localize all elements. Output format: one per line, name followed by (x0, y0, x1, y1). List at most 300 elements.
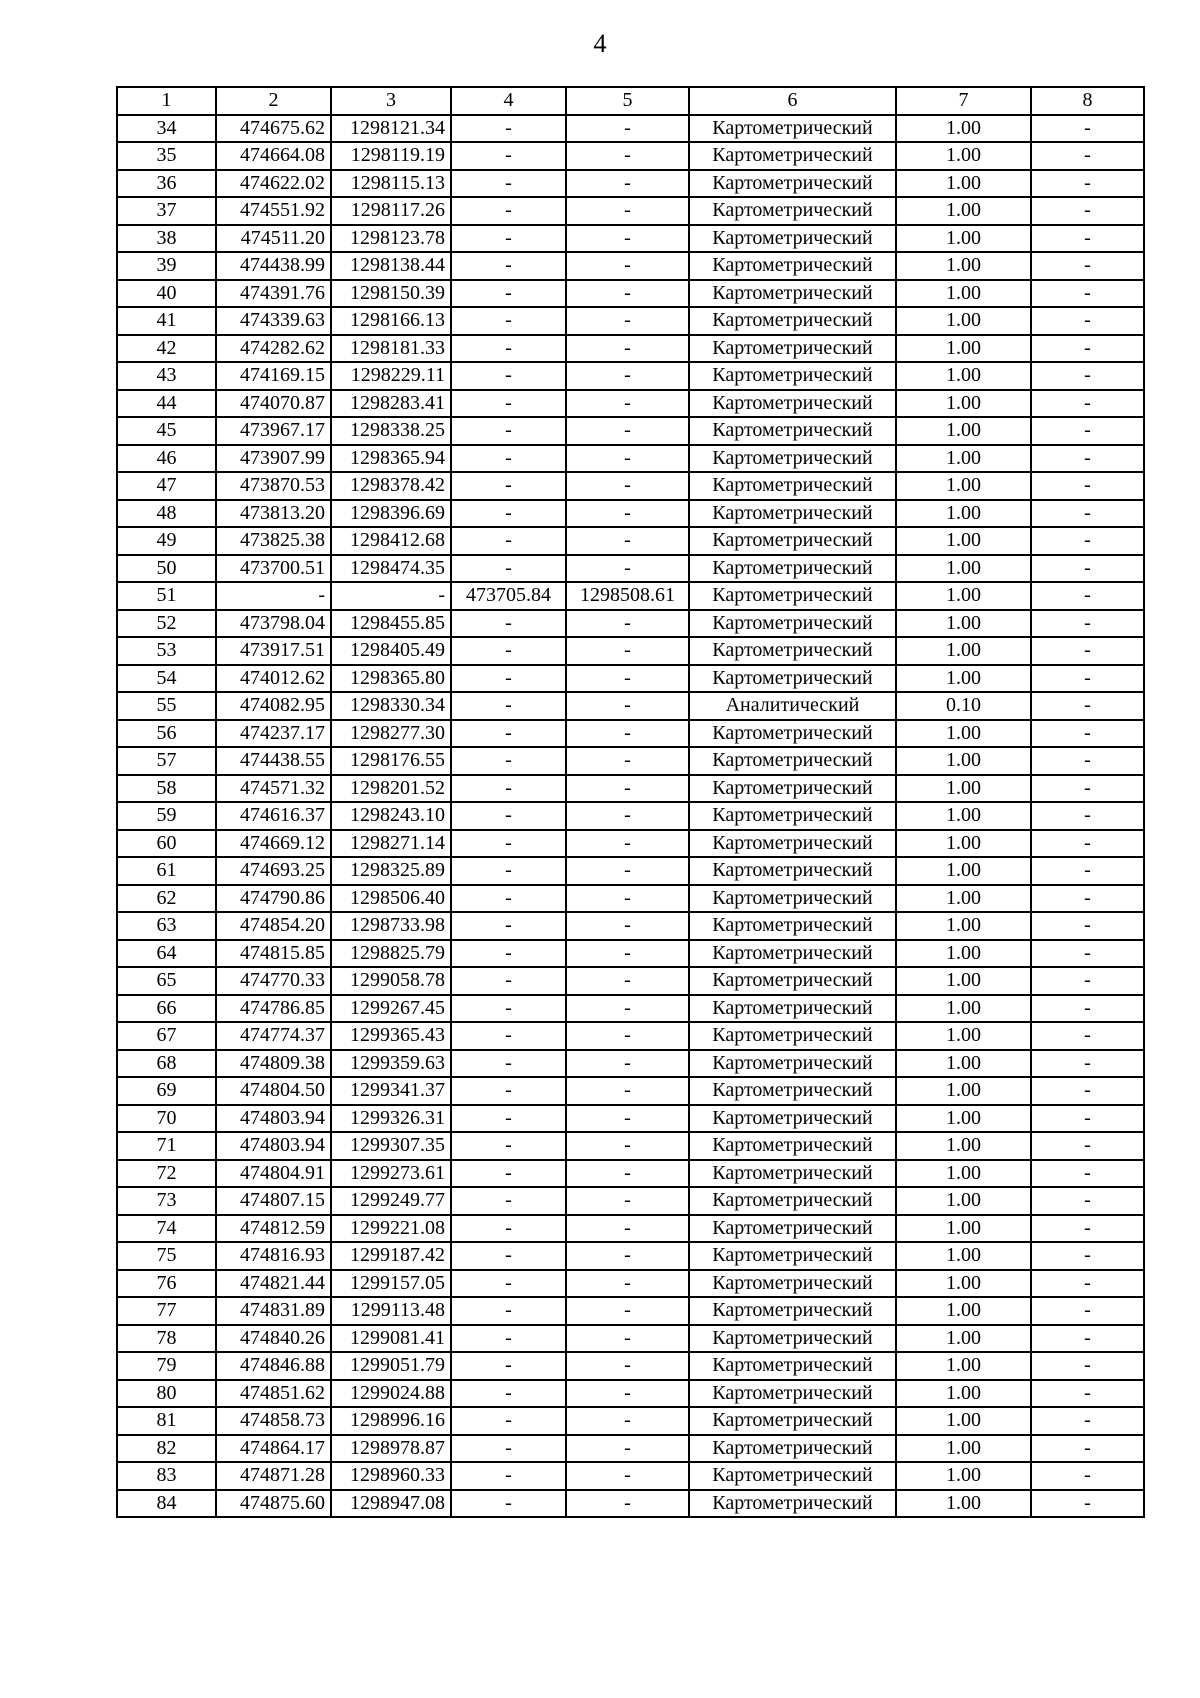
accuracy-cell: 1.00 (896, 1380, 1031, 1408)
x-coordinate-cell: 474511.20 (216, 225, 331, 253)
col5-cell: - (566, 1132, 689, 1160)
table-row (117, 1435, 1144, 1463)
y-coordinate-cell: 1298330.34 (331, 692, 451, 720)
col8-cell: - (1031, 1187, 1144, 1215)
method-cell: Картометрический (689, 1325, 896, 1353)
col8-cell: - (1031, 555, 1144, 583)
col8-cell: - (1031, 940, 1144, 968)
point-number-cell: 60 (117, 830, 216, 858)
x-coordinate-cell: 474438.55 (216, 747, 331, 775)
col5-cell: - (566, 115, 689, 143)
accuracy-cell: 1.00 (896, 747, 1031, 775)
y-coordinate-cell: - (331, 582, 451, 610)
table-row (117, 1105, 1144, 1133)
col5-cell: - (566, 610, 689, 638)
accuracy-cell: 1.00 (896, 335, 1031, 363)
col8-cell: - (1031, 692, 1144, 720)
col5-cell: - (566, 527, 689, 555)
y-coordinate-cell: 1298271.14 (331, 830, 451, 858)
method-cell: Аналитический (689, 692, 896, 720)
y-coordinate-cell: 1299341.37 (331, 1077, 451, 1105)
method-cell: Картометрический (689, 362, 896, 390)
x-coordinate-cell: 474551.92 (216, 197, 331, 225)
point-number-cell: 77 (117, 1297, 216, 1325)
x-coordinate-cell: 474871.28 (216, 1462, 331, 1490)
table-row (117, 720, 1144, 748)
table-row (117, 362, 1144, 390)
col4-cell: - (451, 1325, 566, 1353)
y-coordinate-cell: 1298825.79 (331, 940, 451, 968)
x-coordinate-cell: 474804.91 (216, 1160, 331, 1188)
col5-cell: - (566, 1270, 689, 1298)
col4-cell: - (451, 1242, 566, 1270)
point-number-cell: 45 (117, 417, 216, 445)
col5-cell: - (566, 995, 689, 1023)
x-coordinate-cell: 473967.17 (216, 417, 331, 445)
col5-cell: - (566, 307, 689, 335)
y-coordinate-cell: 1299267.45 (331, 995, 451, 1023)
method-cell: Картометрический (689, 225, 896, 253)
column-header: 5 (566, 87, 689, 115)
table-row (117, 252, 1144, 280)
point-number-cell: 82 (117, 1435, 216, 1463)
x-coordinate-cell: 474821.44 (216, 1270, 331, 1298)
col5-cell: - (566, 1490, 689, 1518)
point-number-cell: 55 (117, 692, 216, 720)
table-row (117, 1242, 1144, 1270)
table-row (117, 307, 1144, 335)
col5-cell: - (566, 637, 689, 665)
col4-cell: - (451, 1187, 566, 1215)
col4-cell: - (451, 720, 566, 748)
col4-cell: - (451, 307, 566, 335)
method-cell: Картометрический (689, 967, 896, 995)
point-number-cell: 81 (117, 1407, 216, 1435)
accuracy-cell: 0.10 (896, 692, 1031, 720)
method-cell: Картометрический (689, 170, 896, 198)
method-cell: Картометрический (689, 527, 896, 555)
y-coordinate-cell: 1298412.68 (331, 527, 451, 555)
col5-cell: - (566, 280, 689, 308)
col4-cell: - (451, 747, 566, 775)
col5-cell: - (566, 1160, 689, 1188)
point-number-cell: 37 (117, 197, 216, 225)
table-row (117, 940, 1144, 968)
x-coordinate-cell: 473917.51 (216, 637, 331, 665)
method-cell: Картометрический (689, 582, 896, 610)
y-coordinate-cell: 1298243.10 (331, 802, 451, 830)
col8-cell: - (1031, 472, 1144, 500)
accuracy-cell: 1.00 (896, 830, 1031, 858)
point-number-cell: 70 (117, 1105, 216, 1133)
col5-cell: - (566, 362, 689, 390)
y-coordinate-cell: 1299307.35 (331, 1132, 451, 1160)
accuracy-cell: 1.00 (896, 637, 1031, 665)
point-number-cell: 57 (117, 747, 216, 775)
col4-cell: - (451, 1462, 566, 1490)
col8-cell: - (1031, 830, 1144, 858)
col4-cell: - (451, 197, 566, 225)
accuracy-cell: 1.00 (896, 720, 1031, 748)
table-row (117, 857, 1144, 885)
method-cell: Картометрический (689, 1270, 896, 1298)
col8-cell: - (1031, 1462, 1144, 1490)
x-coordinate-cell: 474858.73 (216, 1407, 331, 1435)
method-cell: Картометрический (689, 1022, 896, 1050)
col4-cell: - (451, 610, 566, 638)
col5-cell: - (566, 830, 689, 858)
col5-cell: - (566, 1105, 689, 1133)
method-cell: Картометрический (689, 912, 896, 940)
col5-cell: - (566, 692, 689, 720)
y-coordinate-cell: 1298283.41 (331, 390, 451, 418)
col4-cell: - (451, 417, 566, 445)
col8-cell: - (1031, 1077, 1144, 1105)
table-row (117, 527, 1144, 555)
table-row (117, 1187, 1144, 1215)
y-coordinate-cell: 1299359.63 (331, 1050, 451, 1078)
point-number-cell: 40 (117, 280, 216, 308)
table-row (117, 417, 1144, 445)
method-cell: Картометрический (689, 637, 896, 665)
col5-cell: - (566, 225, 689, 253)
x-coordinate-cell: 474864.17 (216, 1435, 331, 1463)
col5-cell: - (566, 1242, 689, 1270)
col4-cell: - (451, 1407, 566, 1435)
col4-cell: - (451, 857, 566, 885)
point-number-cell: 62 (117, 885, 216, 913)
col8-cell: - (1031, 610, 1144, 638)
table-row (117, 142, 1144, 170)
col8-cell: - (1031, 280, 1144, 308)
accuracy-cell: 1.00 (896, 1187, 1031, 1215)
accuracy-cell: 1.00 (896, 225, 1031, 253)
table-row (117, 197, 1144, 225)
col4-cell: - (451, 940, 566, 968)
x-coordinate-cell: 474846.88 (216, 1352, 331, 1380)
accuracy-cell: 1.00 (896, 142, 1031, 170)
col5-cell: - (566, 967, 689, 995)
col4-cell: - (451, 472, 566, 500)
col8-cell: - (1031, 802, 1144, 830)
method-cell: Картометрический (689, 500, 896, 528)
x-coordinate-cell: 474070.87 (216, 390, 331, 418)
col8-cell: - (1031, 1270, 1144, 1298)
col8-cell: - (1031, 1105, 1144, 1133)
table-row (117, 637, 1144, 665)
y-coordinate-cell: 1298229.11 (331, 362, 451, 390)
point-number-cell: 44 (117, 390, 216, 418)
col8-cell: - (1031, 747, 1144, 775)
point-number-cell: 47 (117, 472, 216, 500)
table-row (117, 1462, 1144, 1490)
table-row (117, 225, 1144, 253)
col8-cell: - (1031, 582, 1144, 610)
column-header: 6 (689, 87, 896, 115)
col4-cell: - (451, 445, 566, 473)
col5-cell: - (566, 1022, 689, 1050)
point-number-cell: 64 (117, 940, 216, 968)
y-coordinate-cell: 1298733.98 (331, 912, 451, 940)
accuracy-cell: 1.00 (896, 1352, 1031, 1380)
y-coordinate-cell: 1298365.80 (331, 665, 451, 693)
method-cell: Картометрический (689, 857, 896, 885)
point-number-cell: 78 (117, 1325, 216, 1353)
col4-cell: - (451, 1435, 566, 1463)
y-coordinate-cell: 1298960.33 (331, 1462, 451, 1490)
col5-cell: - (566, 197, 689, 225)
method-cell: Картометрический (689, 1077, 896, 1105)
point-number-cell: 49 (117, 527, 216, 555)
point-number-cell: 67 (117, 1022, 216, 1050)
y-coordinate-cell: 1298978.87 (331, 1435, 451, 1463)
x-coordinate-cell: 474664.08 (216, 142, 331, 170)
method-cell: Картометрический (689, 445, 896, 473)
method-cell: Картометрический (689, 390, 896, 418)
x-coordinate-cell: 474875.60 (216, 1490, 331, 1518)
col5-cell: - (566, 472, 689, 500)
method-cell: Картометрический (689, 1490, 896, 1518)
x-coordinate-cell: 474790.86 (216, 885, 331, 913)
col8-cell: - (1031, 445, 1144, 473)
coordinates-table (116, 86, 1145, 1518)
y-coordinate-cell: 1299249.77 (331, 1187, 451, 1215)
col8-cell: - (1031, 197, 1144, 225)
col8-cell: - (1031, 1242, 1144, 1270)
y-coordinate-cell: 1299365.43 (331, 1022, 451, 1050)
point-number-cell: 79 (117, 1352, 216, 1380)
x-coordinate-cell: 473813.20 (216, 500, 331, 528)
table-row (117, 1352, 1144, 1380)
x-coordinate-cell: 473700.51 (216, 555, 331, 583)
col5-cell: - (566, 1325, 689, 1353)
y-coordinate-cell: 1299326.31 (331, 1105, 451, 1133)
accuracy-cell: 1.00 (896, 912, 1031, 940)
x-coordinate-cell: 473907.99 (216, 445, 331, 473)
x-coordinate-cell: 474282.62 (216, 335, 331, 363)
y-coordinate-cell: 1298176.55 (331, 747, 451, 775)
x-coordinate-cell: 474770.33 (216, 967, 331, 995)
accuracy-cell: 1.00 (896, 1077, 1031, 1105)
col5-cell: - (566, 912, 689, 940)
col4-cell: - (451, 1352, 566, 1380)
table-row (117, 1297, 1144, 1325)
point-number-cell: 39 (117, 252, 216, 280)
col4-cell: - (451, 967, 566, 995)
x-coordinate-cell: 474438.99 (216, 252, 331, 280)
col8-cell: - (1031, 335, 1144, 363)
x-coordinate-cell: 473798.04 (216, 610, 331, 638)
point-number-cell: 56 (117, 720, 216, 748)
col5-cell: - (566, 142, 689, 170)
col8-cell: - (1031, 665, 1144, 693)
point-number-cell: 35 (117, 142, 216, 170)
col8-cell: - (1031, 1352, 1144, 1380)
col4-cell: - (451, 1022, 566, 1050)
col8-cell: - (1031, 885, 1144, 913)
accuracy-cell: 1.00 (896, 1050, 1031, 1078)
col8-cell: - (1031, 1050, 1144, 1078)
table-row (117, 1160, 1144, 1188)
col4-cell: - (451, 912, 566, 940)
col8-cell: - (1031, 857, 1144, 885)
col5-cell: - (566, 555, 689, 583)
col5-cell: - (566, 500, 689, 528)
col5-cell: - (566, 1187, 689, 1215)
y-coordinate-cell: 1299058.78 (331, 967, 451, 995)
table-row (117, 1132, 1144, 1160)
col8-cell: - (1031, 1215, 1144, 1243)
method-cell: Картометрический (689, 1187, 896, 1215)
x-coordinate-cell: 474804.50 (216, 1077, 331, 1105)
x-coordinate-cell: 473870.53 (216, 472, 331, 500)
col8-cell: - (1031, 252, 1144, 280)
col5-cell: 1298508.61 (566, 582, 689, 610)
x-coordinate-cell: - (216, 582, 331, 610)
col4-cell: - (451, 885, 566, 913)
accuracy-cell: 1.00 (896, 1215, 1031, 1243)
method-cell: Картометрический (689, 1435, 896, 1463)
col8-cell: - (1031, 1160, 1144, 1188)
y-coordinate-cell: 1299081.41 (331, 1325, 451, 1353)
table-row (117, 830, 1144, 858)
method-cell: Картометрический (689, 142, 896, 170)
col5-cell: - (566, 1435, 689, 1463)
col8-cell: - (1031, 1325, 1144, 1353)
x-coordinate-cell: 474339.63 (216, 307, 331, 335)
col4-cell: - (451, 1297, 566, 1325)
col8-cell: - (1031, 1490, 1144, 1518)
method-cell: Картометрический (689, 1215, 896, 1243)
col8-cell: - (1031, 967, 1144, 995)
col5-cell: - (566, 445, 689, 473)
col4-cell: 473705.84 (451, 582, 566, 610)
method-cell: Картометрический (689, 1105, 896, 1133)
accuracy-cell: 1.00 (896, 1022, 1031, 1050)
col5-cell: - (566, 1077, 689, 1105)
accuracy-cell: 1.00 (896, 1407, 1031, 1435)
y-coordinate-cell: 1298115.13 (331, 170, 451, 198)
table-row (117, 802, 1144, 830)
column-header: 2 (216, 87, 331, 115)
accuracy-cell: 1.00 (896, 472, 1031, 500)
x-coordinate-cell: 474237.17 (216, 720, 331, 748)
method-cell: Картометрический (689, 995, 896, 1023)
table-row (117, 885, 1144, 913)
col5-cell: - (566, 857, 689, 885)
col4-cell: - (451, 1490, 566, 1518)
point-number-cell: 42 (117, 335, 216, 363)
y-coordinate-cell: 1298396.69 (331, 500, 451, 528)
method-cell: Картометрический (689, 1462, 896, 1490)
method-cell: Картометрический (689, 1407, 896, 1435)
method-cell: Картометрический (689, 665, 896, 693)
x-coordinate-cell: 474831.89 (216, 1297, 331, 1325)
table-row (117, 115, 1144, 143)
col8-cell: - (1031, 390, 1144, 418)
point-number-cell: 53 (117, 637, 216, 665)
x-coordinate-cell: 474851.62 (216, 1380, 331, 1408)
col8-cell: - (1031, 1132, 1144, 1160)
x-coordinate-cell: 474391.76 (216, 280, 331, 308)
y-coordinate-cell: 1298123.78 (331, 225, 451, 253)
method-cell: Картометрический (689, 885, 896, 913)
point-number-cell: 48 (117, 500, 216, 528)
table-row (117, 445, 1144, 473)
y-coordinate-cell: 1299024.88 (331, 1380, 451, 1408)
point-number-cell: 36 (117, 170, 216, 198)
accuracy-cell: 1.00 (896, 527, 1031, 555)
col8-cell: - (1031, 720, 1144, 748)
col4-cell: - (451, 802, 566, 830)
y-coordinate-cell: 1299187.42 (331, 1242, 451, 1270)
method-cell: Картометрический (689, 940, 896, 968)
table-row (117, 280, 1144, 308)
method-cell: Картометрический (689, 252, 896, 280)
method-cell: Картометрический (689, 307, 896, 335)
col4-cell: - (451, 637, 566, 665)
y-coordinate-cell: 1298277.30 (331, 720, 451, 748)
col8-cell: - (1031, 995, 1144, 1023)
col5-cell: - (566, 775, 689, 803)
method-cell: Картометрический (689, 1242, 896, 1270)
y-coordinate-cell: 1298338.25 (331, 417, 451, 445)
col5-cell: - (566, 665, 689, 693)
point-number-cell: 69 (117, 1077, 216, 1105)
y-coordinate-cell: 1298947.08 (331, 1490, 451, 1518)
table-row (117, 1270, 1144, 1298)
table-row (117, 967, 1144, 995)
col8-cell: - (1031, 1435, 1144, 1463)
y-coordinate-cell: 1298365.94 (331, 445, 451, 473)
table-row (117, 1490, 1144, 1518)
point-number-cell: 66 (117, 995, 216, 1023)
col4-cell: - (451, 1077, 566, 1105)
y-coordinate-cell: 1298405.49 (331, 637, 451, 665)
col4-cell: - (451, 775, 566, 803)
col8-cell: - (1031, 1022, 1144, 1050)
table-row (117, 555, 1144, 583)
method-cell: Картометрический (689, 1297, 896, 1325)
x-coordinate-cell: 474082.95 (216, 692, 331, 720)
col8-cell: - (1031, 362, 1144, 390)
col8-cell: - (1031, 307, 1144, 335)
point-number-cell: 80 (117, 1380, 216, 1408)
x-coordinate-cell: 474622.02 (216, 170, 331, 198)
accuracy-cell: 1.00 (896, 857, 1031, 885)
accuracy-cell: 1.00 (896, 115, 1031, 143)
point-number-cell: 52 (117, 610, 216, 638)
col4-cell: - (451, 665, 566, 693)
col8-cell: - (1031, 170, 1144, 198)
page-number: 4 (593, 29, 607, 58)
accuracy-cell: 1.00 (896, 995, 1031, 1023)
y-coordinate-cell: 1298996.16 (331, 1407, 451, 1435)
x-coordinate-cell: 474807.15 (216, 1187, 331, 1215)
table-row (117, 1380, 1144, 1408)
col4-cell: - (451, 692, 566, 720)
accuracy-cell: 1.00 (896, 775, 1031, 803)
point-number-cell: 54 (117, 665, 216, 693)
accuracy-cell: 1.00 (896, 390, 1031, 418)
x-coordinate-cell: 474803.94 (216, 1105, 331, 1133)
point-number-cell: 50 (117, 555, 216, 583)
x-coordinate-cell: 474774.37 (216, 1022, 331, 1050)
y-coordinate-cell: 1299221.08 (331, 1215, 451, 1243)
col4-cell: - (451, 280, 566, 308)
accuracy-cell: 1.00 (896, 1462, 1031, 1490)
accuracy-cell: 1.00 (896, 1132, 1031, 1160)
